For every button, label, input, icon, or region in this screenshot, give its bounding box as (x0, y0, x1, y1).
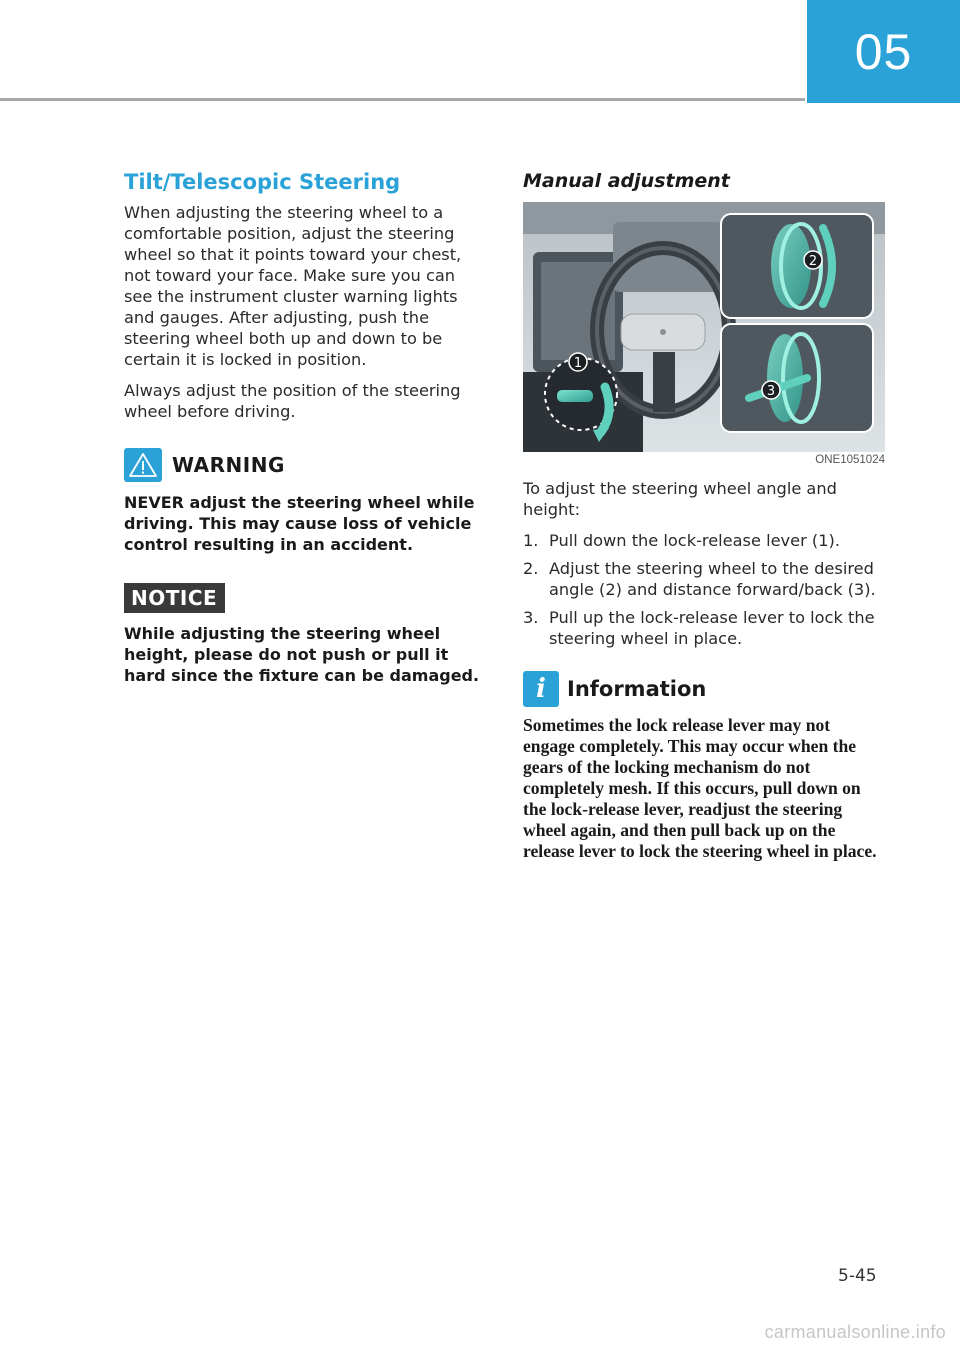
svg-text:3: 3 (766, 384, 776, 399)
svg-text:2: 2 (808, 254, 818, 269)
info-icon: i (523, 671, 559, 707)
notice-badge: NOTICE (124, 583, 225, 613)
warning-header (124, 448, 486, 482)
reminder-paragraph: Always adjust the position of the steering wheel before driving. (124, 381, 461, 421)
warning-triangle-icon (124, 448, 162, 482)
steering-wheel-illustration (523, 202, 885, 452)
steps-list (523, 530, 885, 649)
warning-title: WARNING (172, 453, 285, 477)
header-rule (0, 98, 805, 101)
steering-wheel-figure (523, 202, 885, 452)
notice-text: While adjusting the steering wheel height, please do not push or pull it hard since the fixture can be damaged. (124, 624, 480, 685)
list-item: 3. Pull up the lock-release lever to lock the steering wheel in place. (523, 608, 875, 648)
figure-code: ONE1051024 (815, 454, 885, 466)
information-title: Information (567, 677, 707, 701)
chapter-tab: 05 (807, 0, 960, 103)
section-title: Tilt/Telescopic Steering (124, 170, 401, 194)
information-header (523, 671, 885, 707)
svg-text:1: 1 (573, 356, 583, 371)
subsection-title: Manual adjustment (523, 170, 730, 192)
footer-watermark: carmanualsonline.info (764, 1322, 946, 1342)
right-column (523, 170, 885, 862)
list-item: 1. Pull down the lock-release lever (1). (523, 531, 840, 550)
steps-intro: To adjust the steering wheel angle and height: (523, 479, 837, 519)
warning-text: NEVER adjust the steering wheel while driving. This may cause loss of vehicle control resulting in an accident. (124, 493, 475, 554)
intro-paragraph: When adjusting the steering wheel to a comfortable position, adjust the steering wheel so that it points toward your chest, not toward your face. Make sure you can see the instrument cluster warning lights and gauges. After adjusting, push the steering wheel both up and down to be certain it is locked in position. (124, 203, 462, 369)
page-number: 5-45 (838, 1266, 877, 1286)
left-column (124, 170, 486, 686)
list-item: 2. Adjust the steering wheel to the desired angle (2) and distance forward/back (3). (523, 559, 876, 599)
information-text: Sometimes the lock release lever may not engage completely. This may occur when the gears of the locking mechanism do not completely mesh. If this occurs, pull down on the lock-release lever, readjust the steering wheel again, and then pull back up on the release lever to lock the steering wheel in place. (523, 715, 877, 861)
